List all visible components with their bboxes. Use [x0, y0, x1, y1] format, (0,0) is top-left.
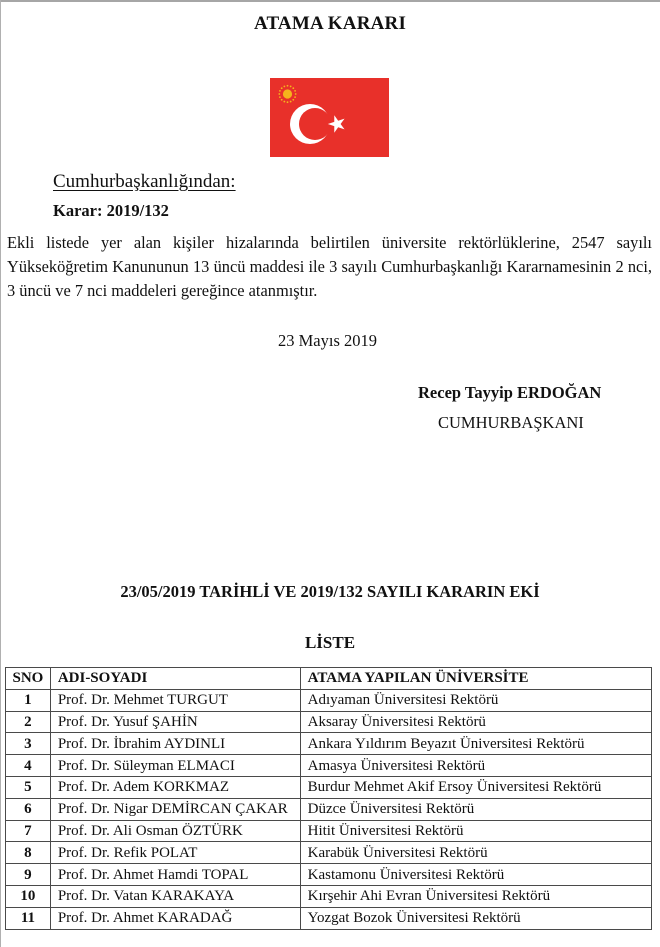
- emblem-star: [283, 101, 285, 103]
- cell-name: Prof. Dr. Ahmet Hamdi TOPAL: [50, 864, 300, 886]
- cell-university: Amasya Üniversitesi Rektörü: [300, 755, 651, 777]
- cell-name: Prof. Dr. Ali Osman ÖZTÜRK: [50, 820, 300, 842]
- table-row: [6, 689, 652, 711]
- decision-number: Karar: 2019/132: [53, 201, 169, 220]
- column-header-name: ADI-SOYADI: [50, 668, 300, 690]
- decision-body-text: Ekli listede yer alan kişiler hizalarında belirtilen üniversite rektörlüklerine, 2547 sayılı Yükseköğretim Kanununun 13 üncü maddesi ile 3 sayılı Cumhurbaşkanlığı Kararnamesinin 2 nci, 3 üncü ve 7 nci maddeleri gereğince atanmıştır.: [7, 233, 652, 300]
- appointment-table: [5, 667, 652, 930]
- emblem-star: [281, 87, 283, 89]
- column-header-sno: SNO: [6, 668, 51, 690]
- cell-university: Karabük Üniversitesi Rektörü: [300, 842, 651, 864]
- emblem-star: [295, 93, 297, 95]
- cell-sno: 1: [6, 689, 51, 711]
- cell-sno: 8: [6, 842, 51, 864]
- cell-university: Adıyaman Üniversitesi Rektörü: [300, 689, 651, 711]
- turkish-flag-icon: [270, 78, 389, 157]
- cell-sno: 11: [6, 907, 51, 929]
- cell-name: Prof. Dr. Yusuf ŞAHİN: [50, 711, 300, 733]
- cell-sno: 7: [6, 820, 51, 842]
- cell-name: Prof. Dr. Süleyman ELMACI: [50, 755, 300, 777]
- table-row: [6, 842, 652, 864]
- emblem-star: [278, 93, 280, 95]
- document-title: ATAMA KARARI: [253, 13, 407, 34]
- cell-university: Aksaray Üniversitesi Rektörü: [300, 711, 651, 733]
- table-row: [6, 907, 652, 929]
- page-top-border: [0, 0, 660, 2]
- cell-sno: 4: [6, 755, 51, 777]
- cell-name: Prof. Dr. Vatan KARAKAYA: [50, 885, 300, 907]
- emblem-star: [287, 101, 289, 103]
- table-row: [6, 864, 652, 886]
- cell-name: Prof. Dr. Ahmet KARADAĞ: [50, 907, 300, 929]
- cell-sno: 10: [6, 885, 51, 907]
- cell-name: Prof. Dr. Mehmet TURGUT: [50, 689, 300, 711]
- emblem-star: [287, 85, 289, 87]
- table-row: [6, 755, 652, 777]
- cell-university: Ankara Yıldırım Beyazıt Üniversitesi Rektörü: [300, 733, 651, 755]
- cell-sno: 3: [6, 733, 51, 755]
- emblem-star: [283, 86, 285, 88]
- table-row: [6, 733, 652, 755]
- signer-title: CUMHURBAŞKANI: [438, 413, 584, 432]
- cell-name: Prof. Dr. Nigar DEMİRCAN ÇAKAR: [50, 798, 300, 820]
- cell-name: Prof. Dr. Refik POLAT: [50, 842, 300, 864]
- table-row: [6, 776, 652, 798]
- cell-name: Prof. Dr. İbrahim AYDINLI: [50, 733, 300, 755]
- emblem-star: [292, 99, 294, 101]
- cell-university: Kastamonu Üniversitesi Rektörü: [300, 864, 651, 886]
- emblem-star: [292, 87, 294, 89]
- cell-university: Düzce Üniversitesi Rektörü: [300, 798, 651, 820]
- annex-title: 23/05/2019 TARİHLİ VE 2019/132 SAYILI KARARIN EKİ: [120, 582, 540, 601]
- emblem-star: [281, 99, 283, 101]
- table-row: [6, 711, 652, 733]
- cell-sno: 2: [6, 711, 51, 733]
- emblem-star: [294, 90, 296, 92]
- table-row: [6, 885, 652, 907]
- table-row: [6, 820, 652, 842]
- emblem-star: [279, 90, 281, 92]
- table-header-row: [6, 668, 652, 690]
- table-row: [6, 798, 652, 820]
- decision-date: 23 Mayıs 2019: [278, 331, 377, 350]
- crescent-inner: [299, 108, 331, 140]
- cell-university: Hitit Üniversitesi Rektörü: [300, 820, 651, 842]
- cell-sno: 5: [6, 776, 51, 798]
- emblem-star: [290, 101, 292, 103]
- column-header-university: ATAMA YAPILAN ÜNİVERSİTE: [300, 668, 651, 690]
- cell-university: Kırşehir Ahi Evran Üniversitesi Rektörü: [300, 885, 651, 907]
- cell-sno: 6: [6, 798, 51, 820]
- emblem-star: [290, 86, 292, 88]
- page-left-border: [0, 0, 1, 947]
- signer-name: Recep Tayyip ERDOĞAN: [418, 383, 602, 402]
- cell-university: Yozgat Bozok Üniversitesi Rektörü: [300, 907, 651, 929]
- emblem-star: [294, 96, 296, 98]
- cell-sno: 9: [6, 864, 51, 886]
- list-title: LİSTE: [304, 633, 356, 652]
- cell-university: Burdur Mehmet Akif Ersoy Üniversitesi Rektörü: [300, 776, 651, 798]
- cell-name: Prof. Dr. Adem KORKMAZ: [50, 776, 300, 798]
- emblem-star: [279, 96, 281, 98]
- issuer-heading: Cumhurbaşkanlığından:: [53, 171, 236, 192]
